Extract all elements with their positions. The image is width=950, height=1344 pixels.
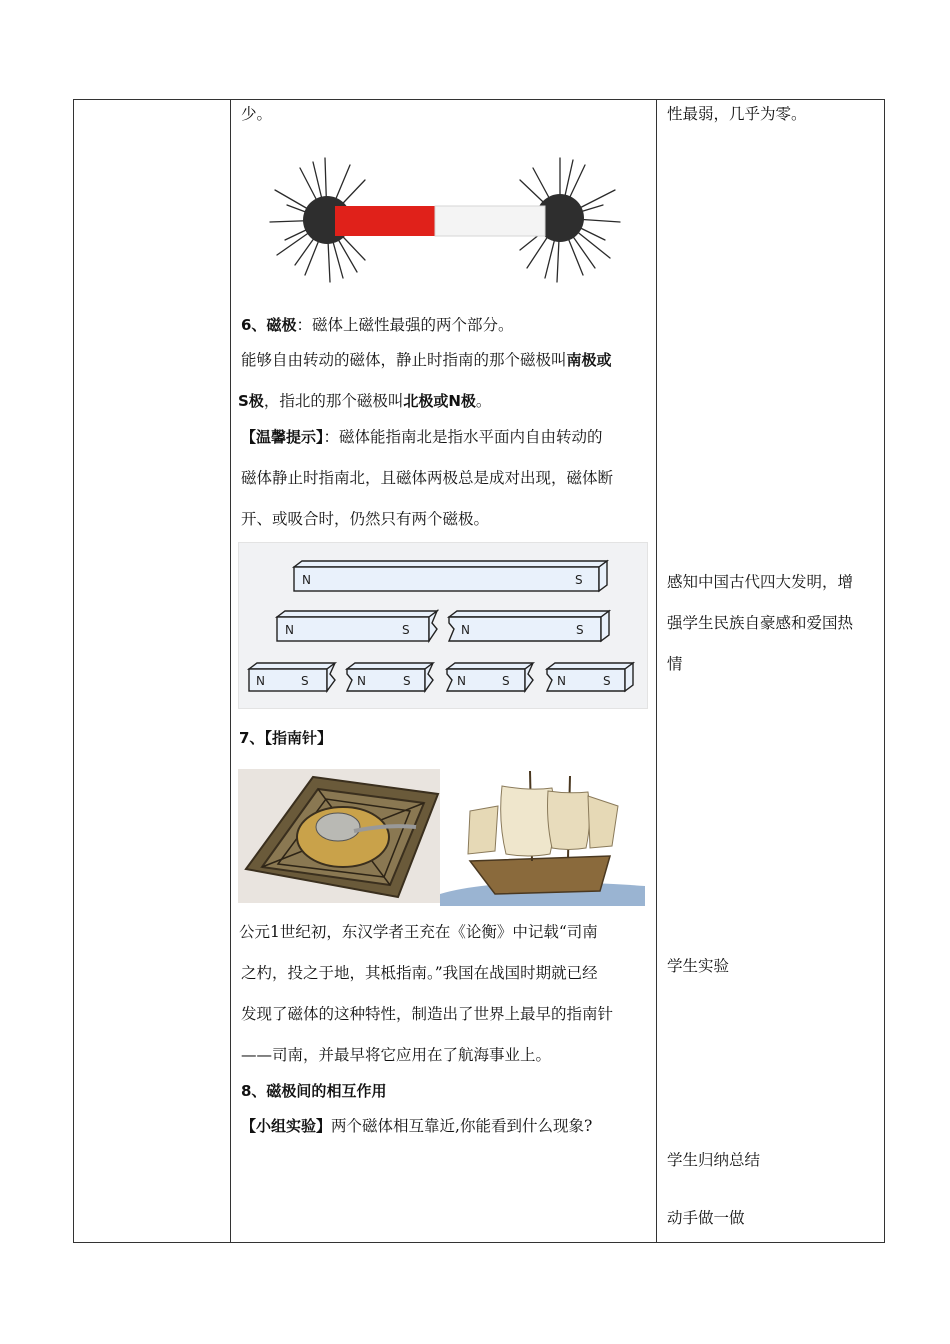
section-6-heading: 6、磁极：磁体上磁性最强的两个部分。 — [241, 316, 514, 334]
history-line-4: ——司南，并最早将它应用在了航海事业上。 — [241, 1046, 552, 1064]
group-experiment-line: 【小组实验】两个磁体相互靠近,你能看到什么现象? — [241, 1117, 593, 1135]
pole-s: S — [301, 674, 309, 688]
pole-n: N — [461, 623, 470, 637]
pole-n: N — [302, 573, 311, 587]
sailing-ship-image — [440, 766, 645, 906]
section-7-heading: 7、【指南针】 — [239, 729, 332, 747]
sinan-compass-image — [238, 769, 440, 903]
text-continuation: 少。 — [241, 105, 273, 123]
history-line-1: 公元1世纪初，东汉学者王充在《论衡》中记载“司南 — [239, 923, 598, 941]
section-6-line-2: 能够自由转动的磁体，静止时指南的那个磁极叫南极或 — [241, 351, 612, 369]
note-student-summary: 学生归纳总结 — [667, 1151, 761, 1169]
pole-s: S — [576, 623, 584, 637]
history-line-3: 发现了磁体的这种特性，制造出了世界上最早的指南针 — [241, 1005, 614, 1023]
magnet-iron-filings-image — [265, 150, 625, 298]
note-four-inventions-1: 感知中国古代四大发明，增 — [667, 573, 854, 591]
note-four-inventions-2: 强学生民族自豪感和爱国热 — [667, 614, 854, 632]
note-student-experiment: 学生实验 — [667, 957, 730, 975]
note-magnetism-weak: 性最弱，几乎为零。 — [667, 105, 807, 123]
tip-line-3: 开、或吸合时，仍然只有两个磁极。 — [241, 510, 490, 528]
tip-line-1: 【温馨提示】：磁体能指南北是指水平面内自由转动的 — [241, 428, 603, 446]
pole-s: S — [402, 623, 410, 637]
section-8-heading: 8、磁极间的相互作用 — [241, 1082, 387, 1100]
note-four-inventions-3: 情 — [667, 655, 683, 673]
pole-s: S — [502, 674, 510, 688]
pole-n: N — [256, 674, 265, 688]
section-6-line-3: S极，指北的那个磁极叫北极或N极。 — [238, 392, 492, 410]
pole-n: N — [285, 623, 294, 637]
pole-s: S — [403, 674, 411, 688]
pole-n: N — [457, 674, 466, 688]
history-line-2: 之杓，投之于地，其柢指南。”我国在战国时期就已经 — [241, 964, 598, 982]
pole-s: S — [575, 573, 583, 587]
tip-line-2: 磁体静止时指南北，且磁体两极总是成对出现，磁体断 — [241, 469, 614, 487]
pole-s: S — [603, 674, 611, 688]
column-divider-1 — [230, 100, 231, 1242]
broken-magnet-diagram — [238, 542, 648, 709]
column-divider-2 — [656, 100, 657, 1242]
pole-n: N — [357, 674, 366, 688]
pole-n: N — [557, 674, 566, 688]
note-hands-on: 动手做一做 — [667, 1209, 745, 1227]
